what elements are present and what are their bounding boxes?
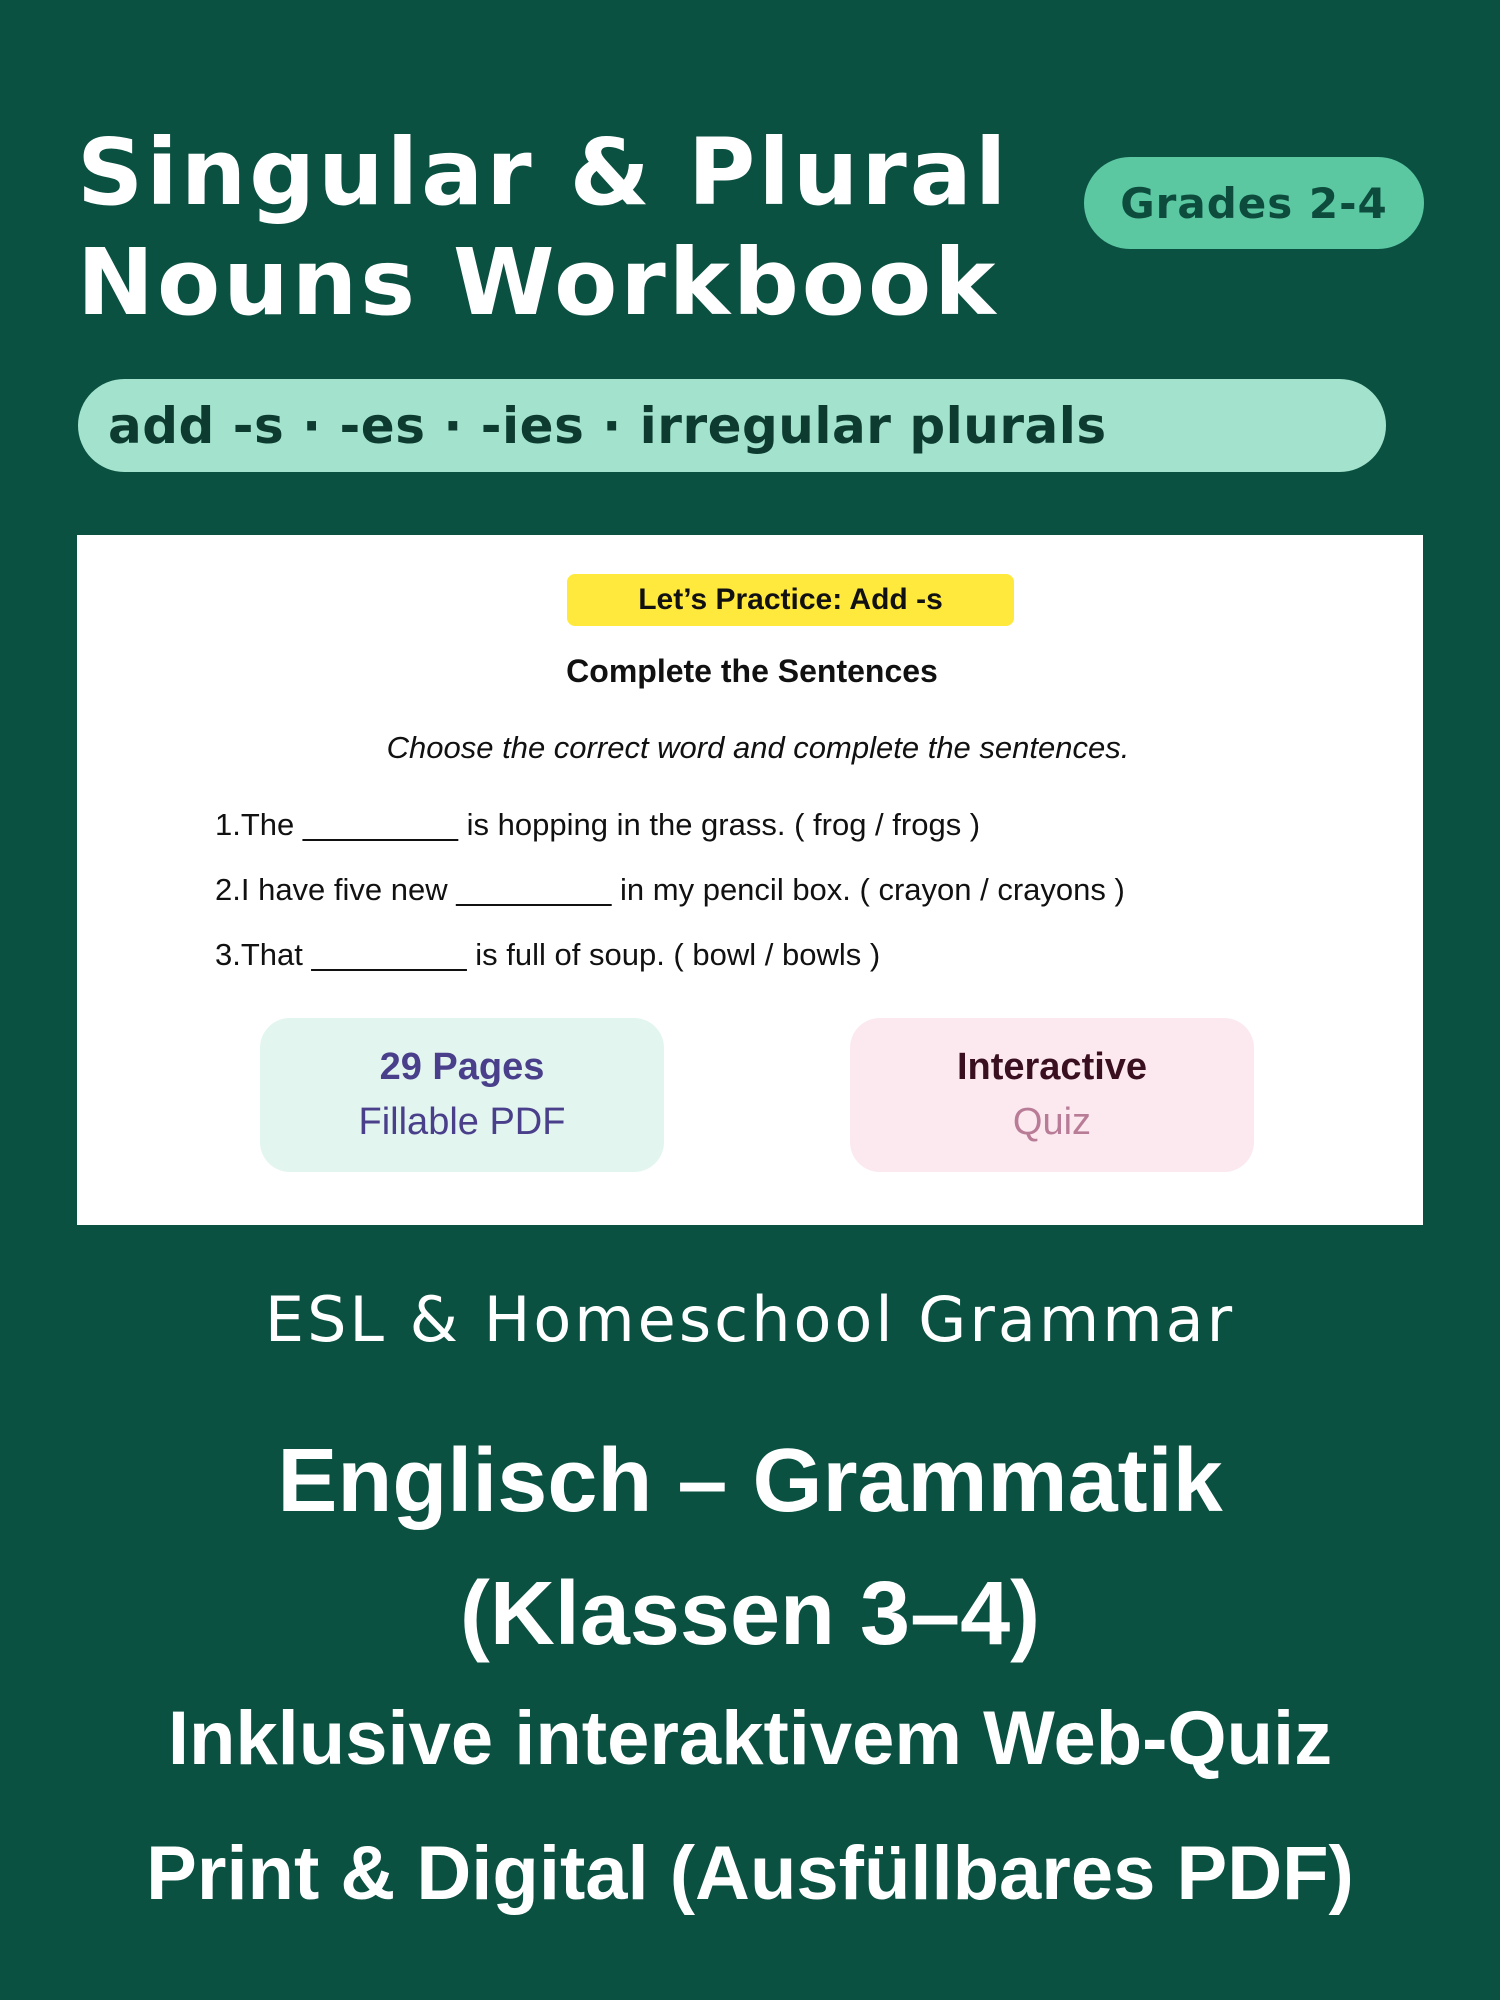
german-quiz-line: Inklusive interaktivem Web-Quiz <box>167 1696 1333 1781</box>
sentence-item: 1.The _________ is hopping in the grass. ( frog / frogs ) <box>215 807 981 842</box>
section-title: Complete the Sentences <box>566 653 938 689</box>
title-line-1: Singular & Plural <box>77 119 1010 226</box>
german-title <box>0 1415 1500 1681</box>
practice-tag: Let’s Practice: Add -s <box>567 574 1014 626</box>
german-title-line-2: (Klassen 3–4) <box>459 1564 1041 1664</box>
worksheet-preview <box>77 535 1423 1225</box>
esl-subtitle: ESL & Homeschool Grammar <box>264 1283 1236 1356</box>
sentence-list <box>215 805 1125 1000</box>
pages-feature-card <box>260 1018 664 1172</box>
german-title-line-1: Englisch – Grammatik <box>277 1431 1223 1531</box>
pages-format: Fillable PDF <box>358 1101 566 1143</box>
grade-badge: Grades 2-4 <box>1084 157 1424 249</box>
topics-bar: add -s · -es · -ies · irregular plurals <box>78 379 1386 472</box>
workbook-title <box>77 118 1009 338</box>
pages-count: 29 Pages <box>379 1046 545 1088</box>
sentence-item: 2.I have five new _________ in my pencil box. ( crayon / crayons ) <box>215 872 1125 907</box>
quiz-sublabel: Quiz <box>1012 1101 1092 1143</box>
instructions: Choose the correct word and complete the sentences. <box>386 730 1130 765</box>
quiz-label: Interactive <box>956 1046 1148 1088</box>
title-line-2: Nouns Workbook <box>77 229 999 336</box>
quiz-feature-card <box>850 1018 1254 1172</box>
german-format-line: Print & Digital (Ausfüllbares PDF) <box>146 1831 1354 1916</box>
sentence-item: 3.That _________ is full of soup. ( bowl / bowls ) <box>215 937 881 972</box>
